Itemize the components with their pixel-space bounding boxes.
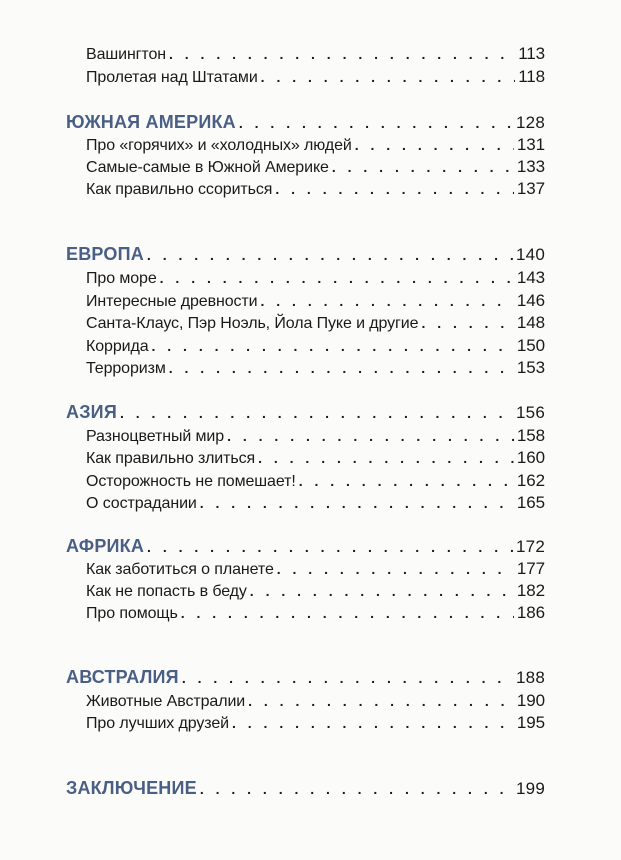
toc-entry-page: 186 — [516, 603, 545, 622]
toc-entry-title: Самые-самые в Южной Америке — [86, 159, 329, 176]
toc-entry[interactable] — [86, 426, 545, 446]
toc-entry-page: 137 — [516, 179, 545, 198]
dot-leader — [250, 583, 514, 599]
toc-section-page: 199 — [516, 779, 545, 798]
toc-entry-page: 190 — [516, 691, 545, 710]
toc-entry-flying-over-states[interactable] — [86, 67, 545, 87]
toc-entry-title: Вашингтон — [86, 46, 166, 63]
toc-entry-title: Как правильно ссориться — [86, 181, 273, 198]
toc-entry[interactable] — [86, 581, 545, 601]
toc-entry-page: 118 — [518, 67, 545, 86]
toc-entry-title: Осторожность не помешает! — [86, 473, 296, 490]
toc-entry-title: Как не попасть в беду — [86, 583, 247, 600]
dot-leader — [200, 781, 513, 797]
toc-entry-title: Про помощь — [86, 605, 178, 622]
toc-entry[interactable] — [86, 291, 545, 311]
toc-section-page: 156 — [516, 403, 545, 422]
toc-entry[interactable] — [86, 713, 545, 733]
toc-entry[interactable] — [86, 493, 545, 513]
dot-leader — [258, 450, 514, 466]
toc-section-conclusion[interactable] — [66, 778, 545, 799]
dot-leader — [275, 181, 514, 197]
toc-section-africa[interactable] — [66, 536, 545, 557]
toc-entry[interactable] — [86, 336, 545, 356]
toc-section-title: АФРИКА — [66, 536, 145, 556]
toc-entry[interactable] — [86, 313, 545, 333]
dot-leader — [169, 46, 515, 62]
toc-entry[interactable] — [86, 135, 545, 155]
toc-entry-page: 177 — [516, 559, 545, 578]
dot-leader — [227, 428, 514, 444]
toc-section-title: ЕВРОПА — [66, 244, 144, 264]
toc-entry[interactable] — [86, 358, 545, 378]
toc-section-page: 128 — [516, 113, 545, 132]
toc-entry-title: Животные Австралии — [86, 693, 246, 710]
dot-leader — [232, 715, 514, 731]
toc-entry-page: 182 — [516, 581, 545, 600]
dot-leader — [182, 670, 513, 686]
dot-leader — [160, 270, 514, 286]
toc-section-australia[interactable] — [66, 667, 545, 688]
toc-entry-title: Коррида — [86, 338, 149, 355]
toc-entry-title: Разноцветный мир — [86, 428, 225, 445]
toc-entry-title: Как правильно злиться — [86, 450, 256, 467]
dot-leader — [261, 69, 516, 85]
toc-entry-page: 158 — [516, 426, 545, 445]
toc-entry-page: 133 — [516, 157, 545, 176]
toc-entry-page: 143 — [516, 268, 545, 287]
toc-entry[interactable] — [86, 559, 545, 579]
dot-leader — [181, 605, 514, 621]
dot-leader — [277, 561, 514, 577]
dot-leader — [147, 247, 513, 263]
dot-leader — [421, 315, 513, 331]
toc-section-asia[interactable] — [66, 402, 545, 423]
toc-entry-page: 165 — [516, 493, 545, 512]
toc-section-page: 188 — [516, 668, 545, 687]
toc-entry-page: 113 — [518, 44, 545, 63]
toc-entry[interactable] — [86, 603, 545, 623]
toc-entry-page: 131 — [516, 135, 545, 154]
dot-leader — [299, 473, 514, 489]
dot-leader — [200, 495, 514, 511]
dot-leader — [239, 115, 513, 131]
dot-leader — [332, 159, 514, 175]
toc-section-page: 140 — [516, 245, 545, 264]
toc-entry[interactable] — [86, 448, 545, 468]
toc-entry[interactable] — [86, 157, 545, 177]
toc-section-title: АЗИЯ — [66, 402, 117, 422]
toc-entry-title: Пролетая над Штатами — [86, 69, 258, 86]
toc-entry-title: Про море — [86, 270, 157, 287]
toc-entry-washington[interactable] — [86, 44, 545, 64]
toc-section-title: АВСТРАЛИЯ — [66, 667, 179, 687]
toc-entry-page: 153 — [516, 358, 545, 377]
dot-leader — [120, 405, 513, 421]
toc-entry[interactable] — [86, 179, 545, 199]
toc-entry[interactable] — [86, 268, 545, 288]
toc-section-europe[interactable] — [66, 244, 545, 265]
toc-section-page: 172 — [516, 537, 545, 556]
toc-entry-page: 162 — [516, 471, 545, 490]
toc-entry-title: Терроризм — [86, 360, 166, 377]
toc-entry-title: Как заботиться о планете — [86, 561, 274, 578]
toc-section-south-america[interactable] — [66, 112, 545, 133]
toc-entry-page: 160 — [516, 448, 545, 467]
toc-entry-page: 150 — [516, 336, 545, 355]
toc-entry-title: Санта-Клаус, Пэр Ноэль, Йола Пуке и другие — [86, 315, 419, 332]
dot-leader — [355, 137, 514, 153]
toc-entry-title: Интересные древности — [86, 293, 258, 310]
dot-leader — [152, 338, 514, 354]
toc-entry-title: О сострадании — [86, 495, 197, 512]
toc-section-title: ЮЖНАЯ АМЕРИКА — [66, 112, 236, 132]
toc-entry[interactable] — [86, 691, 545, 711]
dot-leader — [147, 539, 513, 555]
toc-entry-page: 195 — [516, 713, 545, 732]
toc-section-title: ЗАКЛЮЧЕНИЕ — [66, 778, 197, 798]
toc-entry-title: Про лучших друзей — [86, 715, 229, 732]
dot-leader — [248, 693, 514, 709]
dot-leader — [169, 360, 514, 376]
toc-entry-title: Про «горячих» и «холодных» людей — [86, 137, 352, 154]
toc-entry[interactable] — [86, 471, 545, 491]
toc-entry-page: 146 — [516, 291, 545, 310]
toc-entry-page: 148 — [516, 313, 545, 332]
dot-leader — [261, 293, 514, 309]
